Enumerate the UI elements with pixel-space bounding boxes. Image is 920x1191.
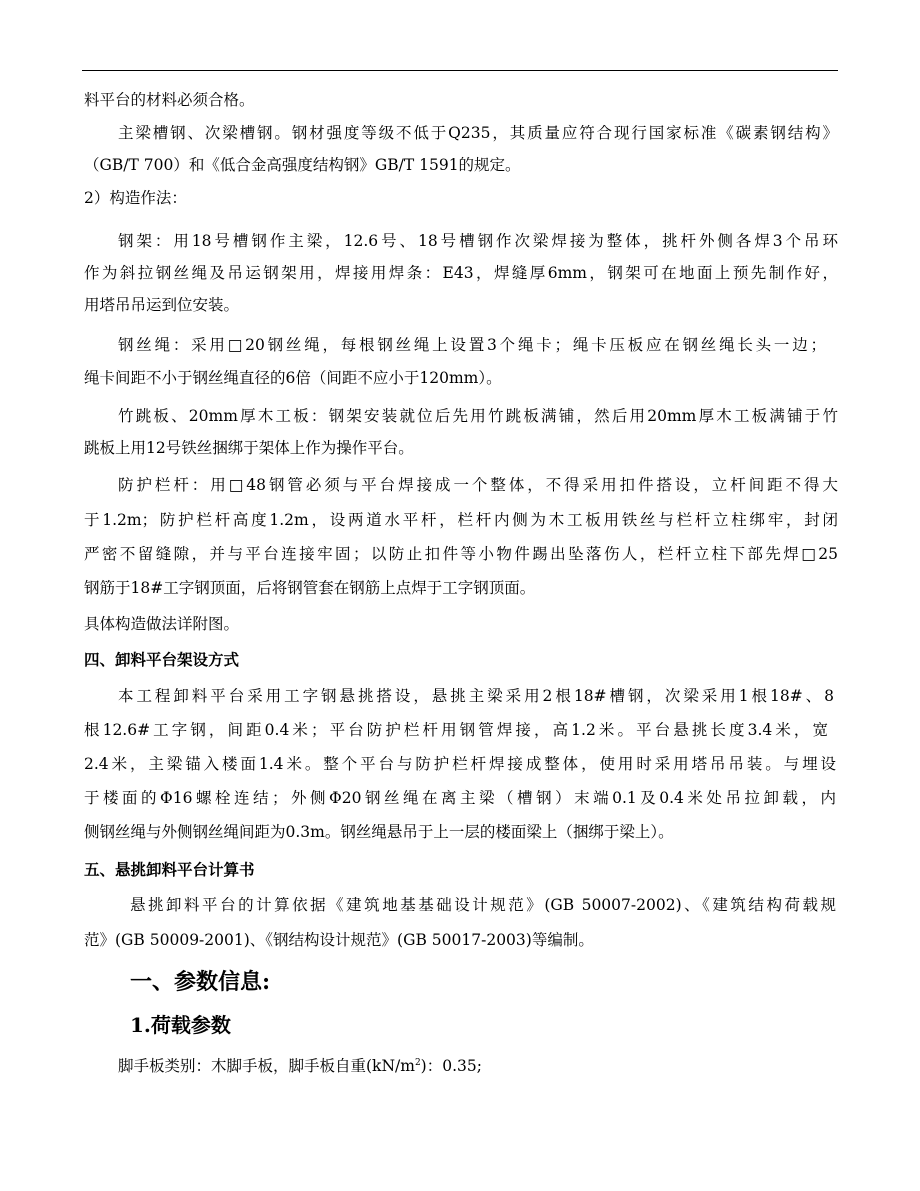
paragraph-line: 2）构造作法： bbox=[84, 189, 187, 207]
paragraph-line: 侧钢丝绳与外侧钢丝绳间距为0.3m。钢丝绳悬吊于上一层的楼面梁上（捆绑于梁上）。 bbox=[84, 823, 674, 841]
chapter-heading: 一、参数信息: bbox=[130, 969, 271, 995]
paragraph-line: 本工程卸料平台采用工字钢悬挑搭设，悬挑主梁采用2根18#槽钢，次梁采用1根18#、8 bbox=[118, 687, 834, 705]
paragraph-line: （GB/T 700）和《低合金高强度结构钢》GB/T 1591的规定。 bbox=[84, 156, 521, 174]
paragraph-line: 用塔吊吊运到位安装。 bbox=[84, 296, 240, 314]
section-heading: 四、卸料平台架设方式 bbox=[84, 650, 240, 669]
parameter-value: )：0.35; bbox=[420, 1057, 482, 1075]
subsection-heading: 1.荷载参数 bbox=[130, 1013, 231, 1037]
paragraph-line: 悬挑卸料平台的计算依据《建筑地基基础设计规范》(GB 50007-2002)、《建筑结构荷载规 bbox=[130, 896, 836, 914]
paragraph-line: 严密不留缝隙，并与平台连接牢固；以防止扣件等小物件踢出坠落伤人，栏杆立柱下部先焊□25 bbox=[84, 545, 838, 563]
paragraph-line: 钢架：用18号槽钢作主梁，12.6号、18号槽钢作次梁焊接为整体，挑杆外侧各焊3个吊环 bbox=[118, 232, 838, 250]
paragraph-line: 钢丝绳：采用□20钢丝绳，每根钢丝绳上设置3个绳卡；绳卡压板应在钢丝绳长头一边； bbox=[118, 336, 826, 354]
paragraph-line: 具体构造做法详附图。 bbox=[84, 615, 240, 633]
paragraph-line: 根12.6#工字钢，间距0.4米；平台防护栏杆用钢管焊接，高1.2米。平台悬挑长度3.4米，宽 bbox=[84, 721, 828, 739]
parameter-line bbox=[118, 1056, 482, 1076]
paragraph-line: 作为斜拉钢丝绳及吊运钢架用，焊接用焊条：E43，焊缝厚6mm，钢架可在地面上预先制作好， bbox=[84, 264, 838, 282]
section-heading: 五、悬挑卸料平台计算书 bbox=[84, 860, 255, 879]
paragraph-line: 钢筋于18#工字钢顶面，后将钢管套在钢筋上点焊于工字钢顶面。 bbox=[84, 579, 536, 597]
paragraph-line: 绳卡间距不小于钢丝绳直径的6倍（间距不应小于120mm）。 bbox=[84, 369, 502, 387]
paragraph-line: 跳板上用12号铁丝捆绑于架体上作为操作平台。 bbox=[84, 439, 414, 457]
paragraph-line: 于1.2m；防护栏杆高度1.2m，设两道水平杆，栏杆内侧为木工板用铁丝与栏杆立柱绑牢，封闭 bbox=[84, 511, 838, 529]
paragraph-line: 防护栏杆：用□48钢管必须与平台焊接成一个整体，不得采用扣件搭设，立杆间距不得大 bbox=[118, 476, 838, 494]
superscript: 2 bbox=[414, 1057, 421, 1068]
paragraph-line: 2.4米，主梁锚入楼面1.4米。整个平台与防护栏杆焊接成整体，使用时采用塔吊吊装。与埋设 bbox=[84, 755, 836, 773]
header-rule bbox=[82, 70, 838, 71]
paragraph-line: 料平台的材料必须合格。 bbox=[84, 91, 255, 109]
parameter-text: 脚手板类别：木脚手板，脚手板自重(kN/m bbox=[118, 1057, 415, 1075]
paragraph-line: 主梁槽钢、次梁槽钢。钢材强度等级不低于Q235，其质量应符合现行国家标准《碳素钢结构》 bbox=[118, 124, 838, 142]
paragraph-line: 竹跳板、20mm厚木工板：钢架安装就位后先用竹跳板满铺，然后用20mm厚木工板满铺于竹 bbox=[118, 407, 838, 425]
paragraph-line: 于楼面的Φ16螺栓连结；外侧Φ20钢丝绳在离主梁（槽钢）末端0.1及0.4米处吊拉卸载，内 bbox=[84, 789, 836, 807]
paragraph-line: 范》(GB 50009-2001)、《钢结构设计规范》(GB 50017-2003)等编制。 bbox=[84, 931, 594, 949]
